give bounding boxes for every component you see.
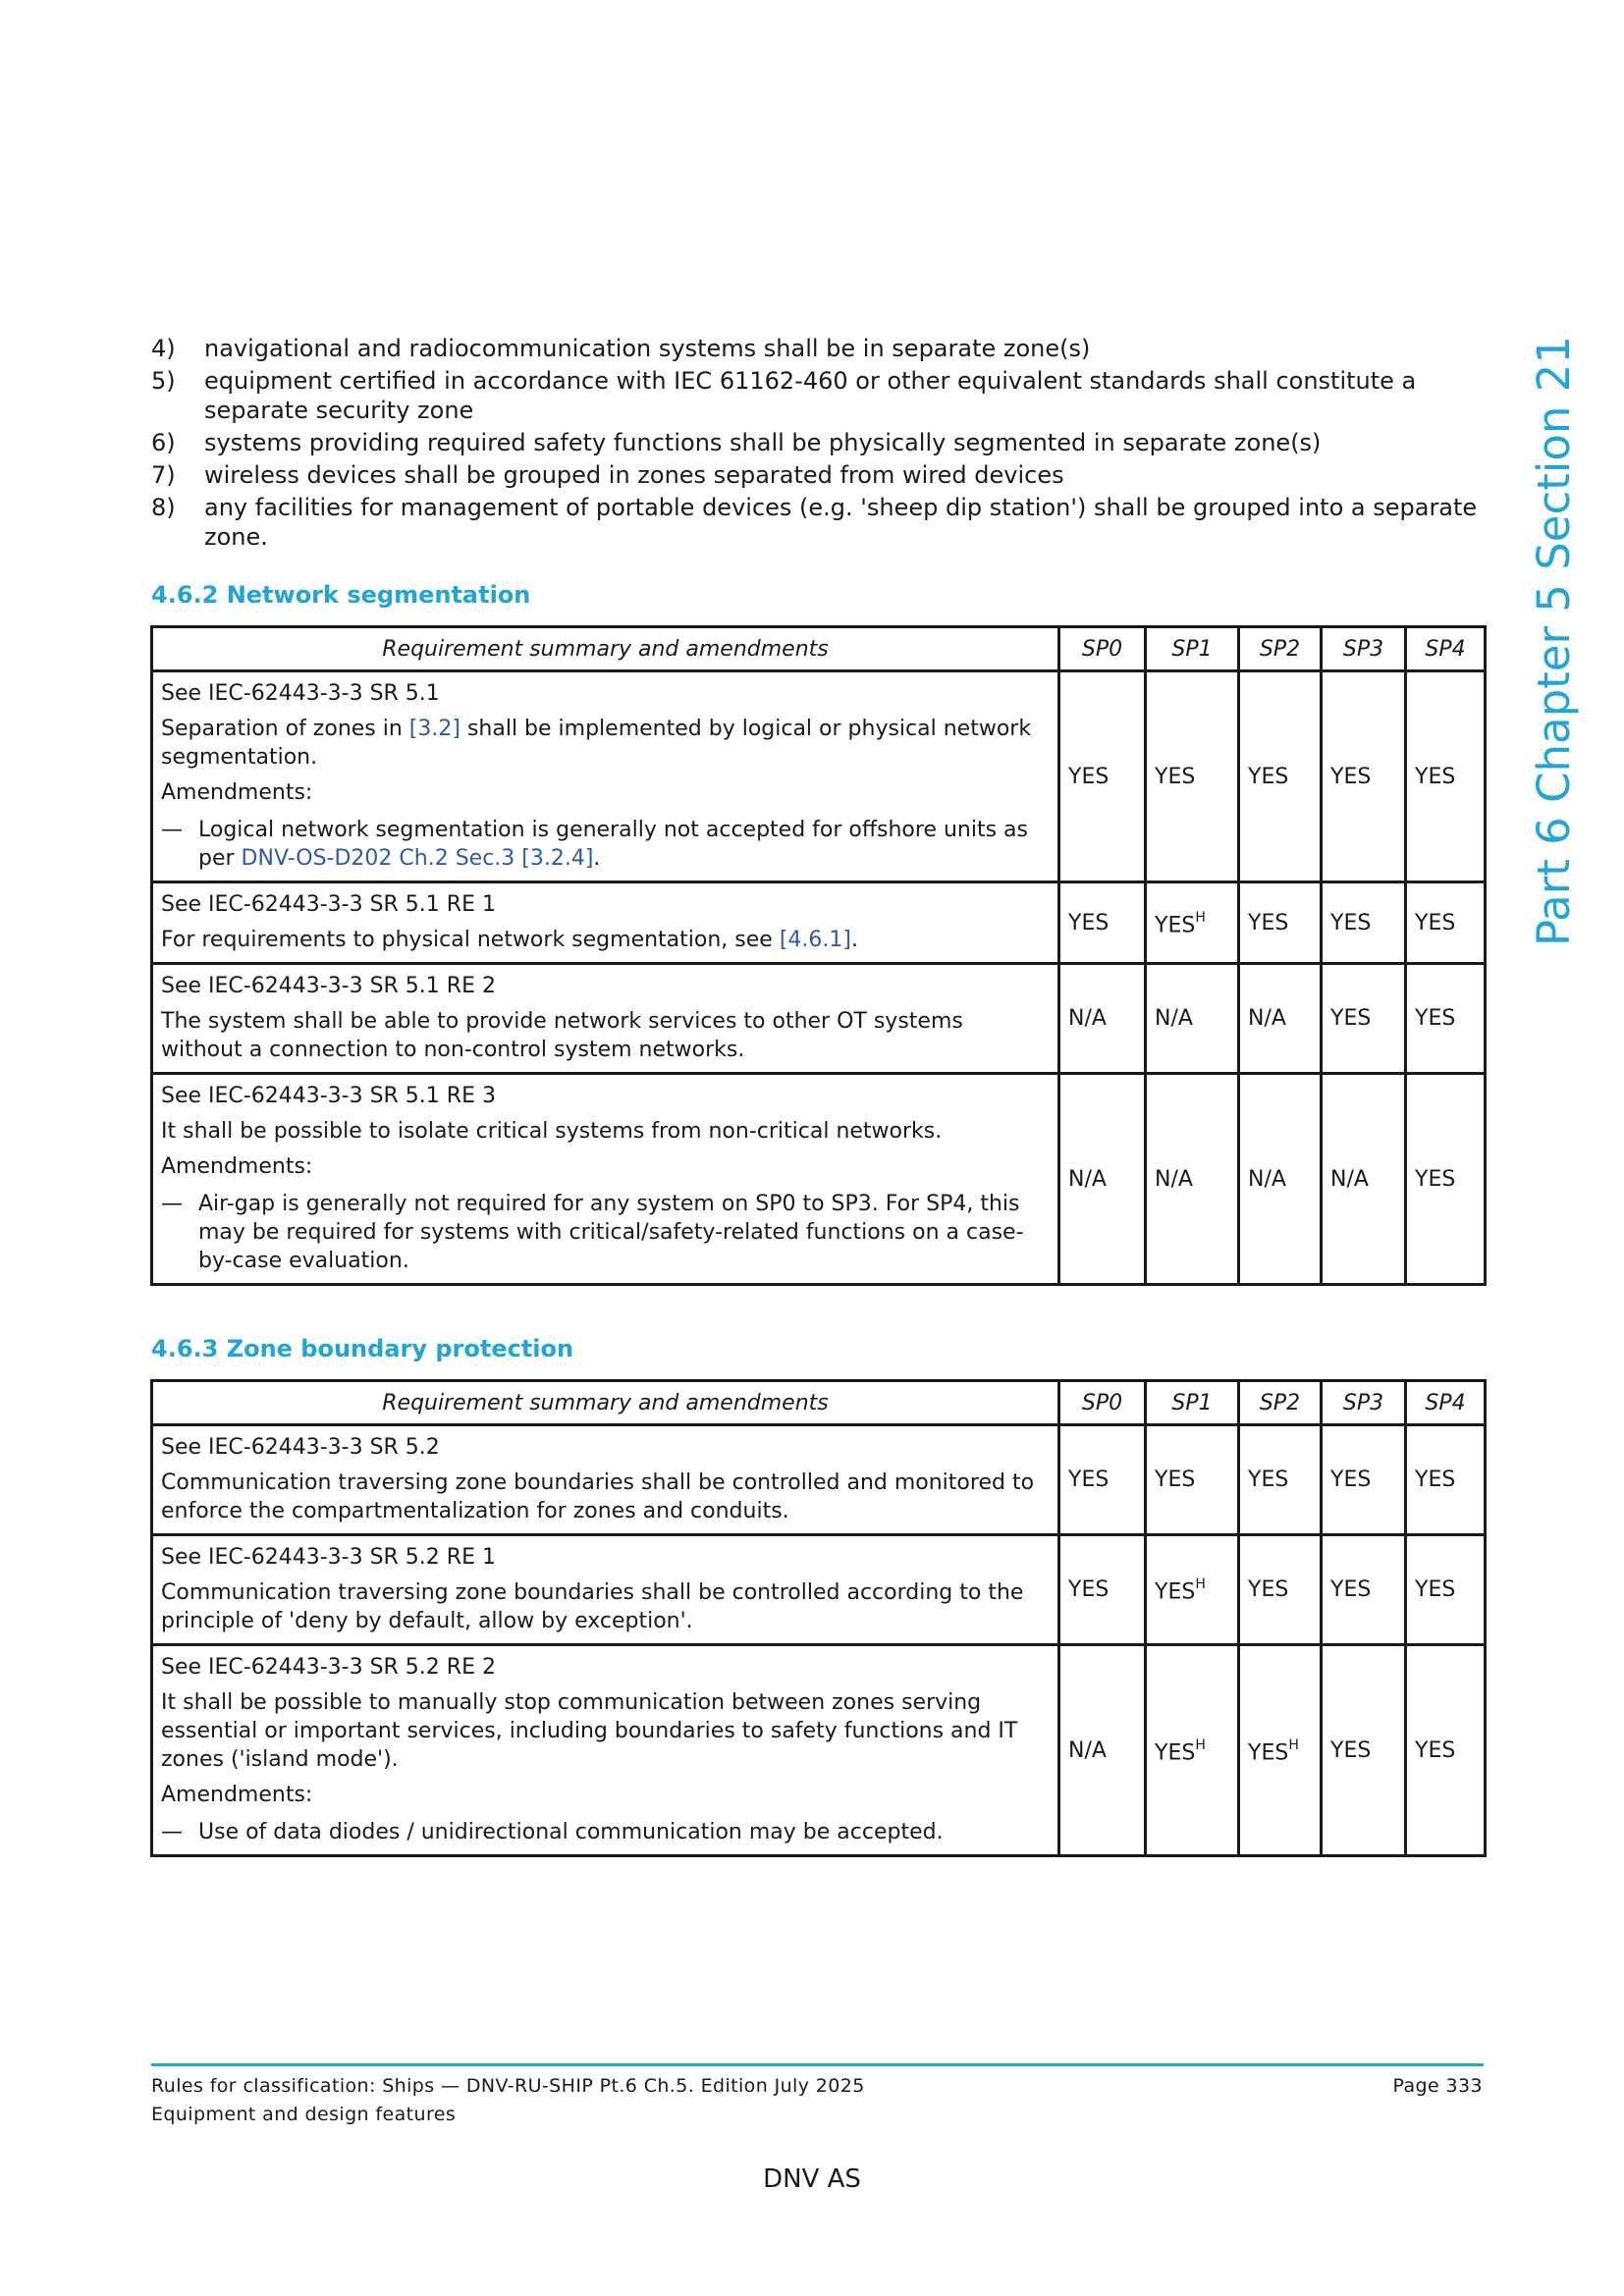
header-sp4: SP4 xyxy=(1406,627,1486,671)
sp4-value: YES xyxy=(1406,964,1486,1074)
list-item: 4) navigational and radiocommunication systems shall be in separate zone(s) xyxy=(151,335,1091,362)
sp4-value: YES xyxy=(1406,1074,1486,1285)
sp1-value: YES xyxy=(1146,1425,1239,1535)
table-header-row xyxy=(152,1381,1486,1425)
sp1-value: N/A xyxy=(1146,964,1239,1074)
footer-document-info xyxy=(151,2072,865,2129)
amendments-label: Amendments: xyxy=(161,1154,313,1179)
requirement-text: For requirements to physical network segmentation, see [4.6.1]. xyxy=(161,928,858,952)
sp3-value: YES xyxy=(1322,1645,1406,1856)
requirement-reference: See IEC-62443-3-3 SR 5.1 xyxy=(161,681,440,706)
sp1-value: $YES^H$ xyxy=(1146,1645,1239,1856)
header-sp1: SP1 xyxy=(1146,627,1239,671)
header-sp0: SP0 xyxy=(1059,1381,1146,1425)
list-item: 7) wireless devices shall be grouped in zones separated from wired devices xyxy=(151,461,1064,489)
sp4-value: YES xyxy=(1406,1425,1486,1535)
requirement-text: The system shall be able to provide network services to other OT systems without a connection to non-control system networks. xyxy=(161,1009,963,1062)
sp1-value: $YES^H$ xyxy=(1146,882,1239,964)
header-sp2: SP2 xyxy=(1239,1381,1322,1425)
sp3-value: YES xyxy=(1322,1535,1406,1645)
network-segmentation-table xyxy=(150,625,1487,1286)
requirement-text: It shall be possible to manually stop communication between zones serving essential or important services, including boundaries to safety functions and IT zones ('island mode'). xyxy=(161,1690,1018,1772)
footer-rules-title: Rules for classification: Ships — DNV-RU-SHIP Pt.6 Ch.5. Edition July 2025 xyxy=(151,2075,865,2097)
amendment-item: — Logical network segmentation is generally not accepted for offshore units as per DNV-OS-D202 Ch.2 Sec.3 [3.2.4]. xyxy=(161,818,1029,871)
table-row xyxy=(152,1535,1486,1645)
requirement-text: Communication traversing zone boundaries shall be controlled and monitored to enforce the compartmentalization for zones and conduits. xyxy=(161,1470,1035,1523)
section-link[interactable]: [4.6.1] xyxy=(779,928,851,952)
requirement-cell xyxy=(152,964,1059,1074)
requirement-cell xyxy=(152,1535,1059,1645)
sp2-value: YES xyxy=(1239,1425,1322,1535)
list-item: 5) equipment certified in accordance with IEC 61162-460 or other equivalent standards shall constitute a separate security zone xyxy=(151,367,1417,424)
footnote-marker: H xyxy=(1195,909,1206,926)
section-heading-zone-boundary-protection: 4.6.3 Zone boundary protection xyxy=(151,1335,574,1362)
footnote-marker: H xyxy=(1195,1576,1206,1593)
page-number: Page 333 xyxy=(1392,2075,1483,2097)
list-item: 8) any facilities for management of portable devices (e.g. 'sheep dip station') shall be grouped into a separate zone. xyxy=(151,494,1478,551)
header-sp2: SP2 xyxy=(1239,627,1322,671)
requirement-cell xyxy=(152,882,1059,964)
requirements-list xyxy=(151,334,1487,555)
sp2-value: N/A xyxy=(1239,964,1322,1074)
requirement-reference: See IEC-62443-3-3 SR 5.1 RE 2 xyxy=(161,974,496,998)
sp4-value: YES xyxy=(1406,1645,1486,1856)
requirement-reference: See IEC-62443-3-3 SR 5.2 RE 2 xyxy=(161,1655,496,1680)
header-requirement: Requirement summary and amendments xyxy=(152,627,1059,671)
header-sp4: SP4 xyxy=(1406,1381,1486,1425)
section-heading-network-segmentation: 4.6.2 Network segmentation xyxy=(151,581,531,609)
sp2-value: YES xyxy=(1239,1535,1322,1645)
sp4-value: YES xyxy=(1406,882,1486,964)
table-header-row xyxy=(152,627,1486,671)
sp0-value: YES xyxy=(1059,671,1146,882)
sp0-value: N/A xyxy=(1059,1645,1146,1856)
amendment-item: — Air-gap is generally not required for any system on SP0 to SP3. For SP4, this may be required for systems with critical/safety-related functions on a case-by-case evaluation. xyxy=(161,1192,1024,1273)
table-row xyxy=(152,1074,1486,1285)
requirement-text: Separation of zones in [3.2] shall be implemented by logical or physical network segmentation. xyxy=(161,717,1032,770)
sp3-value: YES xyxy=(1322,1425,1406,1535)
amendment-item: — Use of data diodes / unidirectional communication may be accepted. xyxy=(161,1820,944,1844)
requirement-reference: See IEC-62443-3-3 SR 5.2 RE 1 xyxy=(161,1545,496,1570)
footnote-marker: H xyxy=(1288,1736,1299,1753)
table-row xyxy=(152,671,1486,882)
table-row xyxy=(152,1645,1486,1856)
sp4-value: YES xyxy=(1406,671,1486,882)
requirement-text: It shall be possible to isolate critical systems from non-critical networks. xyxy=(161,1119,943,1144)
requirement-reference: See IEC-62443-3-3 SR 5.1 RE 1 xyxy=(161,892,496,917)
requirement-cell xyxy=(152,1425,1059,1535)
sp3-value: YES xyxy=(1322,882,1406,964)
requirement-cell xyxy=(152,671,1059,882)
sp0-value: N/A xyxy=(1059,1074,1146,1285)
header-sp3: SP3 xyxy=(1322,1381,1406,1425)
sp0-value: YES xyxy=(1059,1425,1146,1535)
table-row xyxy=(152,1425,1486,1535)
header-sp0: SP0 xyxy=(1059,627,1146,671)
sp1-value: YES xyxy=(1146,671,1239,882)
sp3-value: YES xyxy=(1322,964,1406,1074)
amendments-label: Amendments: xyxy=(161,1783,313,1807)
company-name: DNV AS xyxy=(763,2164,861,2194)
requirement-reference: See IEC-62443-3-3 SR 5.2 xyxy=(161,1435,440,1460)
sp4-value: YES xyxy=(1406,1535,1486,1645)
requirement-cell xyxy=(152,1074,1059,1285)
sp3-value: N/A xyxy=(1322,1074,1406,1285)
sp2-value: YES xyxy=(1239,882,1322,964)
sp2-value: $YES^H$ xyxy=(1239,1645,1322,1856)
sp0-value: YES xyxy=(1059,1535,1146,1645)
sp3-value: YES xyxy=(1322,671,1406,882)
footnote-marker: H xyxy=(1195,1736,1206,1753)
table-row xyxy=(152,964,1486,1074)
sp2-value: N/A xyxy=(1239,1074,1322,1285)
footer-subtitle: Equipment and design features xyxy=(151,2104,457,2125)
header-sp3: SP3 xyxy=(1322,627,1406,671)
list-item: 6) systems providing required safety functions shall be physically segmented in separate zone(s) xyxy=(151,429,1322,456)
sp1-value: N/A xyxy=(1146,1074,1239,1285)
footer-divider xyxy=(151,2063,1484,2066)
side-section-title: Part 6 Chapter 5 Section 21 xyxy=(1528,336,1580,946)
sp0-value: YES xyxy=(1059,882,1146,964)
table-row xyxy=(152,882,1486,964)
sp0-value: N/A xyxy=(1059,964,1146,1074)
sp1-value: $YES^H$ xyxy=(1146,1535,1239,1645)
zone-boundary-protection-table xyxy=(150,1379,1487,1857)
header-sp1: SP1 xyxy=(1146,1381,1239,1425)
requirement-reference: See IEC-62443-3-3 SR 5.1 RE 3 xyxy=(161,1084,496,1108)
section-link[interactable]: [3.2] xyxy=(408,717,460,741)
header-requirement: Requirement summary and amendments xyxy=(152,1381,1059,1425)
amendments-label: Amendments: xyxy=(161,780,313,805)
requirement-text: Communication traversing zone boundaries shall be controlled according to the principle of 'deny by default, allow by exception'. xyxy=(161,1580,1024,1633)
sp2-value: YES xyxy=(1239,671,1322,882)
requirement-cell xyxy=(152,1645,1059,1856)
standard-link[interactable]: DNV-OS-D202 Ch.2 Sec.3 [3.2.4] xyxy=(241,846,594,871)
